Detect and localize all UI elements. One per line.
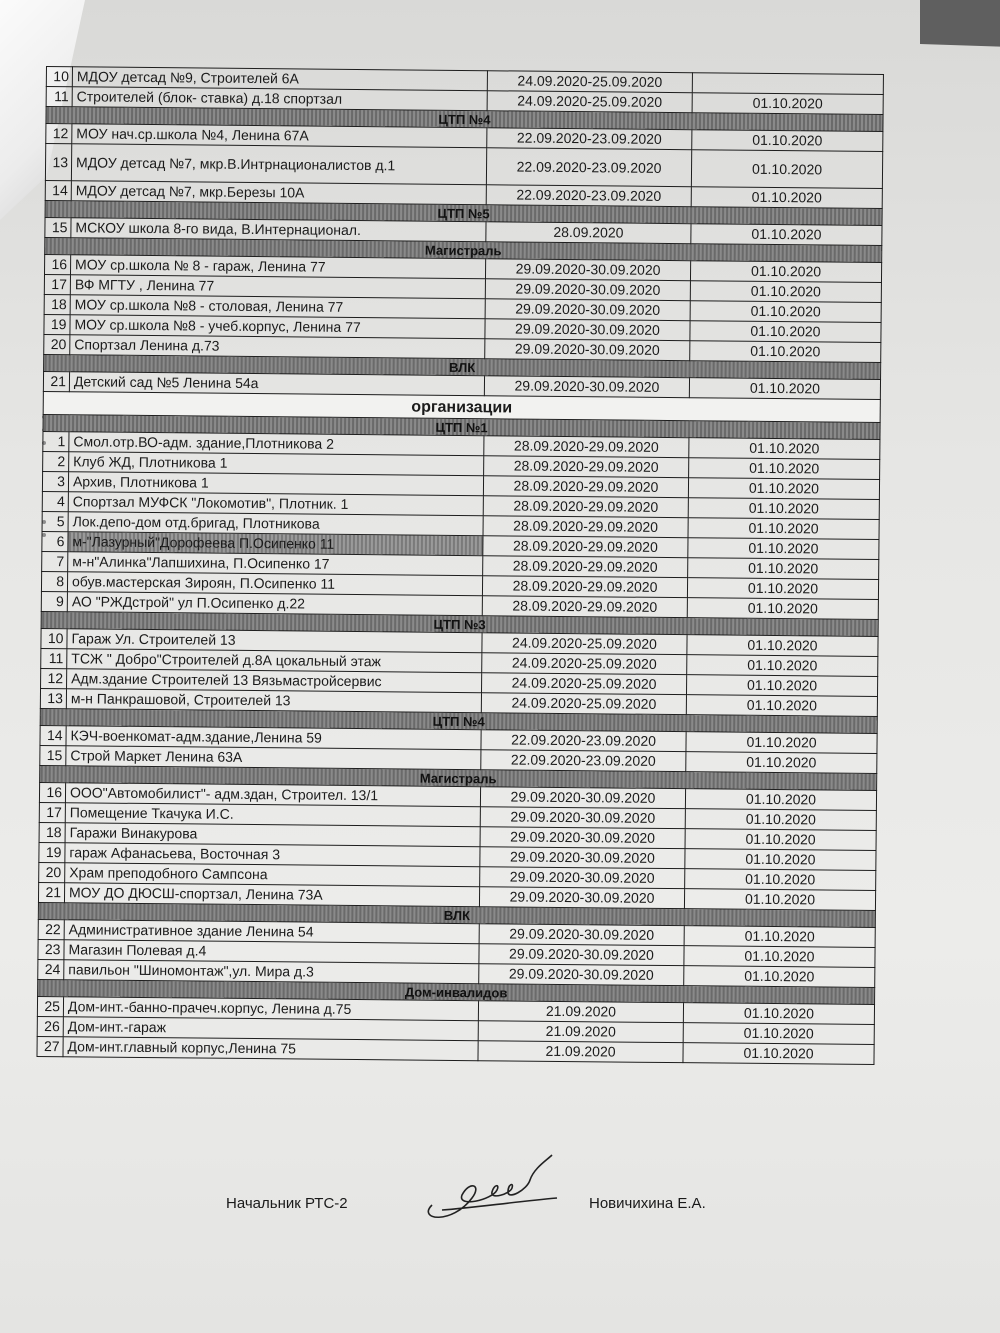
row-number: 5 bbox=[42, 511, 68, 531]
object-name: Административное здание Ленина 54 bbox=[64, 920, 479, 944]
deadline-date: 01.10.2020 bbox=[690, 301, 881, 323]
work-dates: 24.09.2020-25.09.2020 bbox=[481, 693, 686, 715]
row-number: 7 bbox=[42, 551, 68, 571]
row-number: 10 bbox=[46, 67, 72, 87]
section-title: ЦТП №4 bbox=[40, 708, 877, 733]
deadline-date: 01.10.2020 bbox=[686, 732, 877, 754]
deadline-date: 01.10.2020 bbox=[687, 635, 878, 657]
object-name: ООО"Автомобилист"- адм.здан, Строител. 13/1 bbox=[65, 783, 480, 807]
work-dates: 29.09.2020-30.09.2020 bbox=[485, 259, 690, 281]
deadline-date: 01.10.2020 bbox=[683, 1023, 874, 1045]
row-number: 10 bbox=[41, 628, 67, 648]
row-number: 11 bbox=[41, 648, 67, 668]
row-number: 1 bbox=[43, 431, 69, 451]
deadline-date: 01.10.2020 bbox=[683, 1003, 874, 1025]
work-dates: 22.09.2020-23.09.2020 bbox=[486, 185, 691, 207]
row-number: 11 bbox=[46, 87, 72, 107]
work-dates: 21.09.2020 bbox=[478, 1021, 683, 1043]
object-name: Адм.здание Строителей 13 Вязьмастройсервис bbox=[67, 669, 482, 693]
deadline-date: 01.10.2020 bbox=[691, 150, 882, 189]
object-name: Строй Маркет Ленина 63А bbox=[66, 746, 481, 770]
object-name: МОУ ср.школа № 8 - гараж, Ленина 77 bbox=[70, 255, 485, 279]
organizations-heading: организации bbox=[43, 391, 880, 422]
work-dates: 29.09.2020-30.09.2020 bbox=[480, 847, 685, 869]
object-name: Гаражи Винакурова bbox=[65, 823, 480, 847]
row-number: 12 bbox=[46, 124, 72, 144]
section-title: ВЛК bbox=[38, 902, 875, 927]
object-name: обув.мастерская Зироян, П.Осипенко 11 bbox=[67, 572, 482, 596]
work-dates: 24.09.2020-25.09.2020 bbox=[482, 633, 687, 655]
row-number: 14 bbox=[45, 180, 71, 200]
work-dates: 29.09.2020-30.09.2020 bbox=[479, 924, 684, 946]
deadline-date: 01.10.2020 bbox=[688, 518, 879, 540]
object-name: Детский сад №5 Ленина 54а bbox=[69, 372, 484, 396]
work-dates: 22.09.2020-23.09.2020 bbox=[481, 750, 686, 772]
object-name: Строителей (блок- ставка) д.18 спортзал bbox=[72, 87, 487, 111]
deadline-date: 01.10.2020 bbox=[687, 578, 878, 600]
work-dates: 22.09.2020-23.09.2020 bbox=[481, 730, 686, 752]
object-name: АО "РЖДстрой" ул П.Осипенко д.22 bbox=[67, 592, 482, 616]
object-name: Смол.отр.ВО-адм. здание,Плотникова 2 bbox=[69, 432, 484, 456]
deadline-date: 01.10.2020 bbox=[684, 946, 875, 968]
section-title: ВЛК bbox=[44, 354, 881, 379]
object-name: Лок.депо-дом отд.бригад, Плотникова bbox=[68, 512, 483, 536]
deadline-date: 01.10.2020 bbox=[689, 438, 880, 460]
object-name: МДОУ детсад №7, мкр.Березы 10А bbox=[71, 181, 486, 205]
object-name: м-"Лазурный"Дорофеева П.Осипенко 11 bbox=[68, 532, 483, 556]
row-number: 21 bbox=[43, 371, 69, 391]
object-name: Дом-инт.-банно-прачеч.корпус, Ленина д.75 bbox=[63, 997, 478, 1021]
row-number: 18 bbox=[44, 294, 70, 314]
section-title: Дом-инвалидов bbox=[38, 979, 875, 1004]
object-name: МСКОУ школа 8-го вида, В.Интернационал. bbox=[71, 218, 486, 242]
row-number: 12 bbox=[41, 668, 67, 688]
row-number: 19 bbox=[44, 314, 70, 334]
work-dates: 24.09.2020-25.09.2020 bbox=[487, 91, 692, 113]
deadline-date: 01.10.2020 bbox=[684, 926, 875, 948]
work-dates: 29.09.2020-30.09.2020 bbox=[485, 339, 690, 361]
row-number: 16 bbox=[39, 782, 65, 802]
section-title: ЦТП №5 bbox=[45, 200, 882, 225]
work-dates: 29.09.2020-30.09.2020 bbox=[484, 376, 689, 398]
deadline-date: 01.10.2020 bbox=[689, 458, 880, 480]
row-number: 18 bbox=[39, 822, 65, 842]
deadline-date: 01.10.2020 bbox=[685, 849, 876, 871]
object-name: Спортзал Ленина д.73 bbox=[70, 335, 485, 359]
object-name: Магазин Полевая д.4 bbox=[64, 940, 479, 964]
deadline-date: 01.10.2020 bbox=[690, 261, 881, 283]
section-title: Магистраль bbox=[45, 237, 882, 262]
work-dates: 28.09.2020 bbox=[486, 222, 691, 244]
deadline-date: 01.10.2020 bbox=[691, 224, 882, 246]
row-number: 24 bbox=[38, 959, 64, 979]
row-number: 13 bbox=[40, 688, 66, 708]
row-number: 20 bbox=[39, 862, 65, 882]
deadline-date: 01.10.2020 bbox=[686, 695, 877, 717]
section-title: ЦТП №1 bbox=[43, 414, 880, 439]
schedule-document bbox=[36, 66, 885, 1065]
work-dates: 29.09.2020-30.09.2020 bbox=[485, 279, 690, 301]
object-name: Дом-инт.главный корпус,Ленина 75 bbox=[63, 1037, 478, 1061]
work-dates: 24.09.2020-25.09.2020 bbox=[487, 71, 692, 93]
row-number: 17 bbox=[44, 274, 70, 294]
object-name: гараж Афанасьева, Восточная 3 bbox=[65, 843, 480, 867]
signatory-name: Новичихина Е.А. bbox=[589, 1195, 706, 1212]
object-name: МОУ нач.ср.школа №4, Ленина 67А bbox=[72, 124, 487, 148]
deadline-date: 01.10.2020 bbox=[690, 341, 881, 363]
row-number: 9 bbox=[41, 591, 67, 611]
deadline-date: 01.10.2020 bbox=[692, 130, 883, 152]
deadline-date: 01.10.2020 bbox=[691, 187, 882, 209]
object-name: МОУ ДО ДЮСШ-спортзал, Ленина 73А bbox=[64, 883, 479, 907]
deadline-date: 01.10.2020 bbox=[684, 966, 875, 988]
row-number: 19 bbox=[39, 842, 65, 862]
deadline-date: 01.10.2020 bbox=[685, 829, 876, 851]
work-dates: 29.09.2020-30.09.2020 bbox=[479, 964, 684, 986]
object-name: КЭЧ-военкомат-адм.здание,Ленина 59 bbox=[66, 726, 481, 750]
work-dates: 29.09.2020-30.09.2020 bbox=[485, 299, 690, 321]
work-dates: 28.09.2020-29.09.2020 bbox=[484, 436, 689, 458]
object-name: Храм преподобного Сампсона bbox=[65, 863, 480, 887]
handwritten-signature bbox=[412, 1150, 562, 1230]
deadline-date: 01.10.2020 bbox=[687, 598, 878, 620]
deadline-date: 01.10.2020 bbox=[688, 478, 879, 500]
object-name: ВФ МГТУ , Ленина 77 bbox=[70, 275, 485, 299]
row-number: 16 bbox=[44, 254, 70, 274]
section-title: Магистраль bbox=[40, 765, 877, 790]
row-number: 2 bbox=[43, 451, 69, 471]
schedule-table-body bbox=[37, 67, 883, 1065]
work-dates: 29.09.2020-30.09.2020 bbox=[485, 319, 690, 341]
row-number: 6 bbox=[42, 531, 68, 551]
work-dates: 29.09.2020-30.09.2020 bbox=[480, 807, 685, 829]
deadline-date: 01.10.2020 bbox=[688, 558, 879, 580]
schedule-table bbox=[36, 66, 883, 1065]
work-dates: 28.09.2020-29.09.2020 bbox=[483, 476, 688, 498]
row-number: 3 bbox=[42, 471, 68, 491]
work-dates: 22.09.2020-23.09.2020 bbox=[486, 148, 691, 187]
work-dates: 24.09.2020-25.09.2020 bbox=[482, 673, 687, 695]
object-name: Спортзал МУФСК "Локомотив", Плотник. 1 bbox=[68, 492, 483, 516]
deadline-date: 01.10.2020 bbox=[692, 93, 883, 115]
object-name: Клуб ЖД, Плотникова 1 bbox=[69, 452, 484, 476]
row-number: 20 bbox=[44, 334, 70, 354]
deadline-date: 01.10.2020 bbox=[690, 321, 881, 343]
object-name: МДОУ детсад №7, мкр.В.Интрнационалистов д.1 bbox=[71, 144, 486, 185]
object-name: Дом-инт.-гараж bbox=[63, 1017, 478, 1041]
signatory-position: Начальник РТС-2 bbox=[226, 1195, 348, 1212]
object-name: ТСЖ " Добро"Строителей д.8А цокальный этаж bbox=[67, 649, 482, 673]
row-number: 25 bbox=[37, 996, 63, 1016]
work-dates: 29.09.2020-30.09.2020 bbox=[480, 787, 685, 809]
work-dates: 29.09.2020-30.09.2020 bbox=[479, 944, 684, 966]
work-dates: 22.09.2020-23.09.2020 bbox=[487, 128, 692, 150]
work-dates: 21.09.2020 bbox=[478, 1041, 683, 1063]
deadline-date: 01.10.2020 bbox=[689, 378, 880, 400]
deadline-date: 01.10.2020 bbox=[686, 752, 877, 774]
row-number: 21 bbox=[38, 882, 64, 902]
object-name: Гараж Ул. Строителей 13 bbox=[67, 629, 482, 653]
work-dates: 28.09.2020-29.09.2020 bbox=[482, 576, 687, 598]
row-number: 8 bbox=[41, 571, 67, 591]
deadline-date: 01.10.2020 bbox=[686, 675, 877, 697]
work-dates: 29.09.2020-30.09.2020 bbox=[480, 867, 685, 889]
work-dates: 28.09.2020-29.09.2020 bbox=[484, 456, 689, 478]
object-name: МОУ ср.школа №8 - учеб.корпус, Ленина 77 bbox=[70, 315, 485, 339]
row-number: 23 bbox=[38, 939, 64, 959]
work-dates: 29.09.2020-30.09.2020 bbox=[480, 827, 685, 849]
deadline-date: 01.10.2020 bbox=[683, 1043, 874, 1065]
object-name: Помещение Ткачука И.С. bbox=[65, 803, 480, 827]
deadline-date: 01.10.2020 bbox=[687, 655, 878, 677]
row-number: 4 bbox=[42, 491, 68, 511]
deadline-date bbox=[692, 73, 883, 95]
row-number: 14 bbox=[40, 725, 66, 745]
work-dates: 21.09.2020 bbox=[478, 1001, 683, 1023]
row-number: 15 bbox=[40, 745, 66, 765]
work-dates: 28.09.2020-29.09.2020 bbox=[483, 516, 688, 538]
section-title: ЦТП №4 bbox=[46, 107, 883, 132]
deadline-date: 01.10.2020 bbox=[688, 538, 879, 560]
work-dates: 28.09.2020-29.09.2020 bbox=[482, 596, 687, 618]
deadline-date: 01.10.2020 bbox=[690, 281, 881, 303]
row-number: 13 bbox=[45, 144, 71, 181]
deadline-date: 01.10.2020 bbox=[685, 869, 876, 891]
object-name: МОУ ср.школа №8 - столовая, Ленина 77 bbox=[70, 295, 485, 319]
object-name: Архив, Плотникова 1 bbox=[68, 472, 483, 496]
object-name: павильон "Шиномонтаж",ул. Мира д.3 bbox=[64, 960, 479, 984]
deadline-date: 01.10.2020 bbox=[688, 498, 879, 520]
row-number: 26 bbox=[37, 1016, 63, 1036]
work-dates: 28.09.2020-29.09.2020 bbox=[483, 496, 688, 518]
object-name: м-н"Алинка"Лапшихина, П.Осипенко 17 bbox=[68, 552, 483, 576]
work-dates: 29.09.2020-30.09.2020 bbox=[479, 887, 684, 909]
row-number: 15 bbox=[45, 217, 71, 237]
deadline-date: 01.10.2020 bbox=[685, 789, 876, 811]
object-name: МДОУ детсад №9, Строителей 6А bbox=[72, 67, 487, 91]
work-dates: 28.09.2020-29.09.2020 bbox=[483, 556, 688, 578]
deadline-date: 01.10.2020 bbox=[684, 889, 875, 911]
section-title: ЦТП №3 bbox=[41, 611, 878, 636]
row-number: 17 bbox=[39, 802, 65, 822]
row-number: 27 bbox=[37, 1036, 63, 1056]
row-number: 22 bbox=[38, 919, 64, 939]
object-name: м-н Панкрашовой, Строителей 13 bbox=[66, 689, 481, 713]
deadline-date: 01.10.2020 bbox=[685, 809, 876, 831]
work-dates: 28.09.2020-29.09.2020 bbox=[483, 536, 688, 558]
work-dates: 24.09.2020-25.09.2020 bbox=[482, 653, 687, 675]
